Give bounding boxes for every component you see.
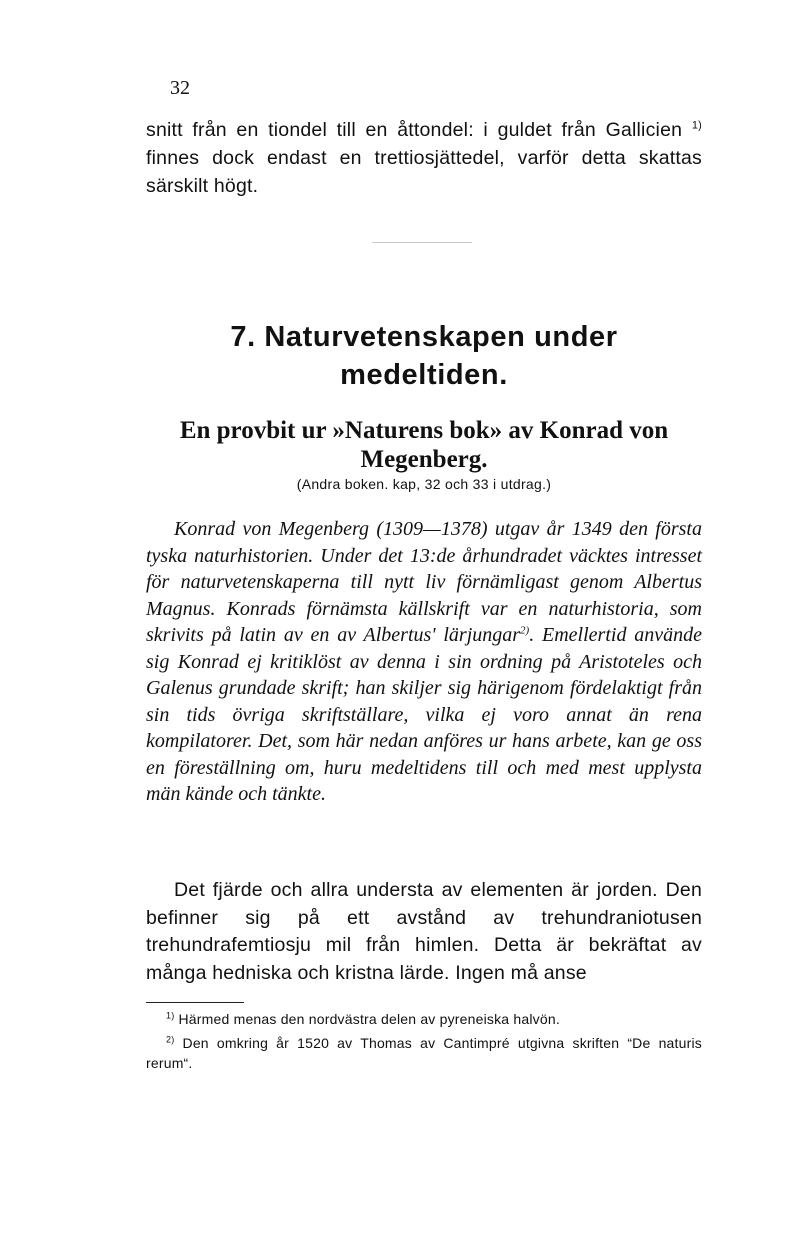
footnote-2-marker: 2): [166, 1034, 175, 1045]
footnote-1-text: Härmed menas den nordvästra delen av pyreneiska halvön.: [174, 1011, 560, 1027]
footnote-2: [146, 1033, 702, 1073]
section-separator: [372, 242, 472, 243]
page-number: 32: [170, 77, 190, 99]
footnote-2-text: Den omkring år 1520 av Thomas av Cantimpré utgivna skriften “De naturis rerum“.: [146, 1035, 702, 1071]
editorial-introduction: [146, 516, 702, 808]
footnote-1: [146, 1009, 702, 1029]
editorial-text-part-2: . Emellertid använde sig Konrad ej kritiklöst av denna i sin ordning på Aristoteles och Galenus grundade skrift; han skiljer sig härigenom fördelaktigt från sin tids övriga skriftställare, vilka ej voro annat än rena kompilatorer. Det, som här nedan anföres ur hans arbete, kan ge oss en föreställning om, huru medeltidens till och med mest upplysta män kände och tänkte.: [146, 624, 702, 805]
editorial-text: [146, 516, 702, 808]
editorial-text-part-1: Konrad von Megenberg (1309—1378) utgav år 1349 den första tyska naturhistorien. Under det 13:de århundradet väcktes intresset för naturvetenskaperna till nytt liv förnämligast genom Albertus Magnus. Konrads förnämsta källskrift var en naturhistoria, som skrivits på latin av en av Albertus' lärjungar: [146, 518, 702, 646]
footnote-ref-2: 2): [520, 624, 530, 637]
chapter-subtitle: En provbit ur »Naturens bok» av Konrad von Megenberg.: [179, 417, 669, 473]
footnote-1-marker: 1): [166, 1010, 175, 1021]
footnote-ref-1: 1): [691, 119, 702, 132]
footnote-divider: [146, 1002, 244, 1003]
chapter-title: 7. Naturvetenskapen under medeltiden.: [230, 321, 618, 391]
intro-text-part-2: finnes dock endast en trettiosjättedel, varför detta skattas särskilt högt.: [146, 147, 702, 197]
footnotes: [146, 1009, 702, 1077]
intro-text: [146, 116, 702, 200]
intro-text-part-1: snitt från en tiondel till en åttondel: i guldet från Gallicien: [146, 119, 683, 141]
main-text: [146, 877, 702, 987]
intro-paragraph: [146, 116, 702, 200]
main-paragraph: Det fjärde och allra understa av elementen är jorden. Den befinner sig på ett avstånd av trehundraniotusen trehundrafemtiosju mil från himlen. Detta är bekräftat av många hedniska och kristna lärde. Ingen må anse: [146, 879, 702, 984]
chapter-source: (Andra boken. kap, 32 och 33 i utdrag.): [296, 476, 552, 492]
